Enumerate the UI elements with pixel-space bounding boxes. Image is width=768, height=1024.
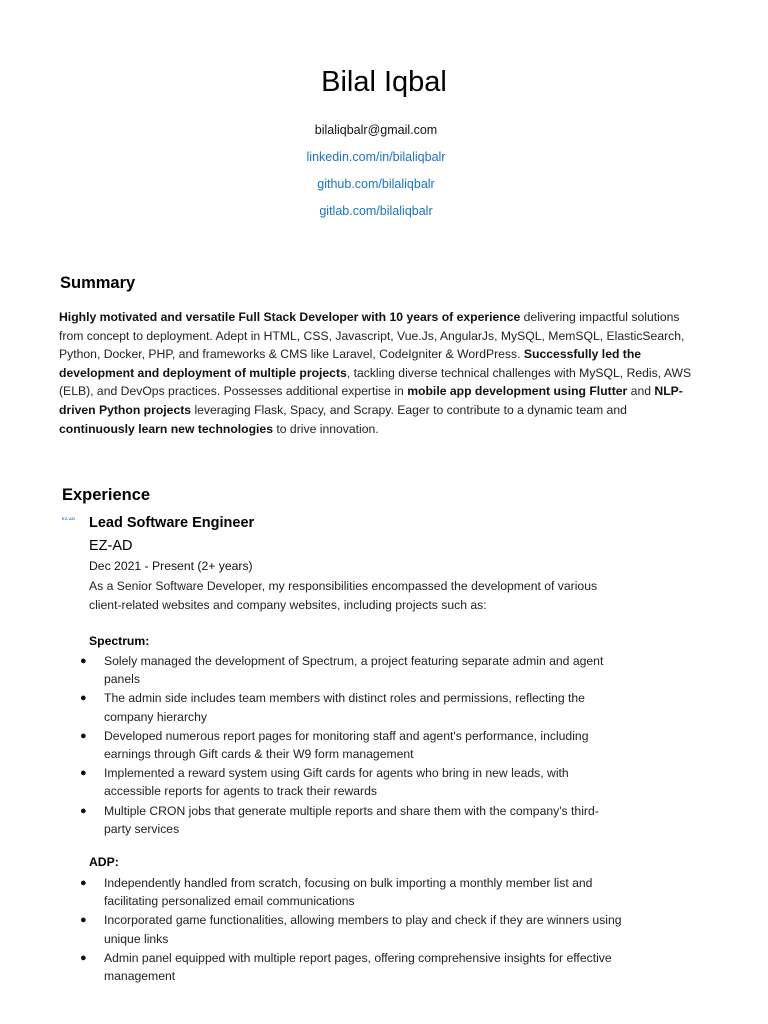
list-item — [80, 652, 625, 688]
adp-bullet-list — [80, 874, 625, 986]
bullet-text: The admin side includes team members with distinct roles and permissions, reflecting the company hierarchy — [104, 691, 585, 724]
job-title: Lead Software Engineer — [89, 515, 255, 531]
email-text: bilaliqbalr@gmail.com — [314, 123, 438, 137]
bullet-icon: ● — [80, 951, 87, 964]
company-name: EZ-AD — [89, 538, 133, 554]
summary-text: , tackling diverse technical challenges with MySQL, Redis, AWS (ELB), and DevOps practices. Possesses additional expertise in — [59, 365, 692, 399]
bullet-icon: ● — [80, 914, 87, 927]
project-title-adp: ADP: — [89, 855, 119, 869]
list-item — [80, 874, 625, 910]
bullet-icon: ● — [80, 729, 87, 742]
github-link[interactable]: github.com/bilaliqbalr — [317, 177, 435, 191]
summary-text: delivering impactful solutions from concept to deployment. Adept in HTML, CSS, Javascript, Vue.Js, AngularJs, MySQL, MemSQL, ElasticSearch, Python, Docker, PHP, and frameworks & CMS like Laravel, CodeIgniter & WordPress. — [59, 310, 685, 362]
bullet-icon: ● — [80, 877, 87, 889]
summary-highlight: NLP-driven Python projects — [59, 384, 683, 417]
company-logo-icon: EZ-AD — [62, 516, 76, 521]
bullet-text: Developed numerous report pages for monitoring staff and agent's performance, including earnings through Gift cards & their W9 form management — [104, 728, 589, 762]
bullet-text: Multiple CRON jobs that generate multiple reports and share them with the company's third-party services — [104, 803, 599, 836]
bullet-icon: ● — [80, 692, 87, 705]
job-dates: Dec 2021 - Present (2+ years) — [89, 559, 253, 573]
bullet-text: Implemented a reward system using Gift cards for agents who bring in new leads, with accessible reports for agents to track their rewards — [104, 766, 569, 799]
list-item — [80, 802, 625, 838]
list-item — [80, 764, 625, 800]
list-item — [80, 689, 625, 725]
bullet-text: Admin panel equipped with multiple report pages, offering comprehensive insights for effective management — [104, 950, 612, 984]
bullet-icon: ● — [80, 804, 87, 817]
bullet-text: Independently handled from scratch, focusing on bulk importing a monthly member list and facilitating personalized email communications — [104, 876, 593, 909]
summary-highlight: mobile app development using Flutter — [407, 384, 628, 399]
bullet-text: Incorporated game functionalities, allowing members to play and check if they are winners using unique links — [104, 913, 622, 946]
summary-text: and — [627, 384, 655, 399]
summary-text: leveraging Flask, Spacy, and Scrapy. Eager to contribute to a dynamic team and — [191, 402, 627, 417]
summary-heading: Summary — [60, 274, 136, 292]
summary-highlight: continuously learn new technologies — [59, 421, 273, 436]
bullet-icon: ● — [80, 655, 87, 667]
gitlab-link[interactable]: gitlab.com/bilaliqbalr — [319, 204, 433, 218]
summary-text: to drive innovation. — [273, 421, 379, 436]
job-description: As a Senior Software Developer, my responsibilities encompassed the development of various client-related websites and company websites, including projects such as: — [89, 579, 598, 612]
linkedin-link[interactable]: linkedin.com/in/bilaliqbalr — [306, 150, 446, 164]
spectrum-bullet-list — [80, 652, 625, 839]
bullet-text: Solely managed the development of Spectrum, a project featuring separate admin and agent panels — [104, 654, 604, 687]
summary-highlight: Successfully led the development and deployment of multiple projects — [59, 347, 642, 380]
summary-paragraph — [59, 308, 699, 438]
project-title-spectrum: Spectrum: — [89, 634, 150, 648]
candidate-name: Bilal Iqbal — [321, 66, 447, 98]
list-item — [80, 911, 625, 947]
list-item — [80, 727, 625, 763]
summary-highlight: Highly motivated and versatile Full Stack Developer with 10 years of experience — [59, 310, 521, 324]
bullet-icon: ● — [80, 767, 87, 780]
list-item — [80, 949, 625, 985]
experience-heading: Experience — [62, 486, 151, 504]
